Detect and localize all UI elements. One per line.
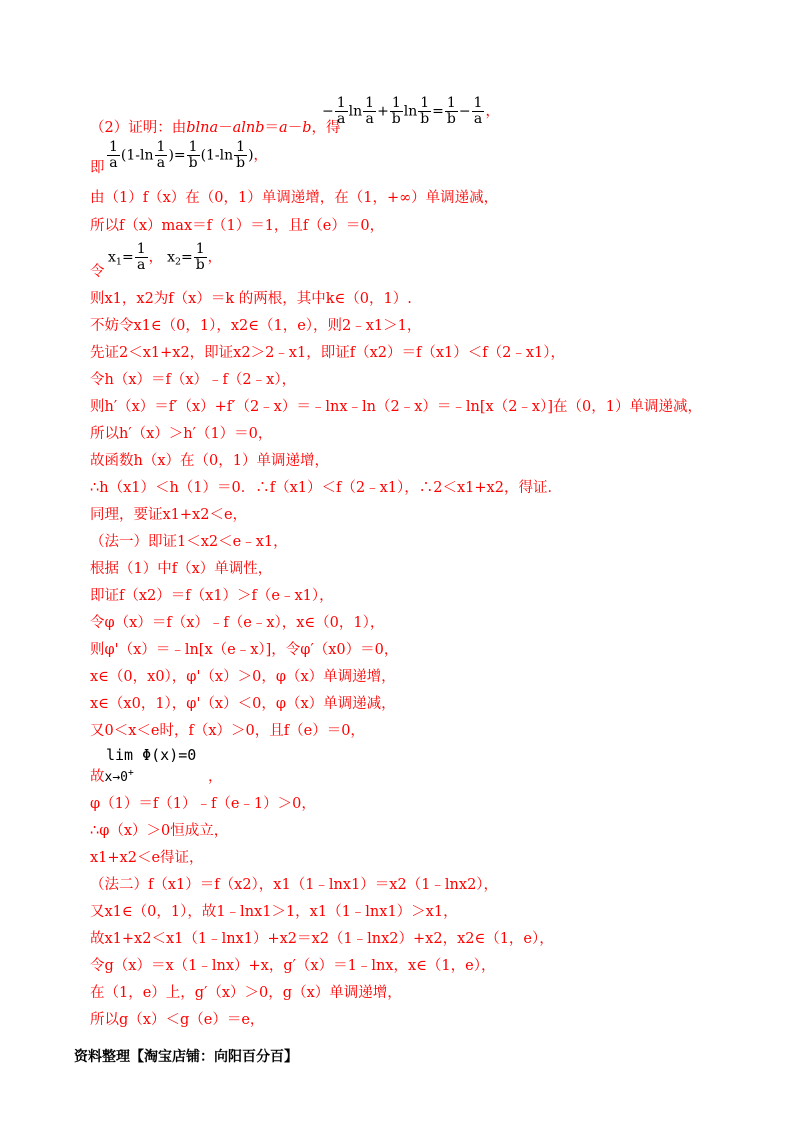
math-subscript: 1: [115, 256, 122, 268]
text-line-14: [90, 505, 247, 525]
text-line-11: [90, 424, 272, 444]
text-line-7: [90, 316, 421, 336]
limit-subscript: [104, 767, 134, 785]
text-line-32: [90, 1010, 264, 1030]
text-line-17: [90, 586, 334, 606]
text-segment: 又0＜x＜e时，f（x）＞0，且f（e）＝0，: [90, 723, 365, 739]
text-segment: －: [218, 120, 233, 136]
text-segment: 先证2＜x1+x2，即证x2＞2﹣x1，即证f（x2）＝f（x1）＜f（2﹣x1），: [90, 345, 565, 361]
math-symbol: −: [458, 103, 471, 120]
formula-1: − $\frac{1}{a}$ ln $\frac{1}{a}$ + $\frac{1}{b}$ ln $\frac{1}{b}$ = $\frac{1}{b}$ − $\frac{1}{a}$ ，: [322, 95, 500, 127]
text-segment: ∴h（x1）＜h（1）＝0．∴f（x1）＜f（2﹣x1），∴2＜x1+x2，得证．: [90, 480, 562, 496]
text-segment: alnb: [232, 120, 265, 136]
text-line-27: [90, 875, 498, 895]
math-symbol: ln: [348, 103, 363, 120]
text-segment: 所以f（x）max＝f（1）＝1，且f（e）＝0，: [90, 218, 385, 234]
text-segment: 故x1+x2＜x1（1﹣lnx1）+x2＝x2（1﹣lnx2）+x2，x2∈（1，e），: [90, 931, 554, 947]
text-segment: 由（1）f（x）在（0，1）单调递增，在（1，+∞）单调递减，: [90, 190, 499, 206]
math-symbol: )=: [168, 147, 186, 164]
math-symbol: =: [121, 249, 134, 266]
text-segment: x∈（0，x0），φ'（x）＞0，φ（x）单调递增，: [90, 669, 396, 685]
text-segment: x1+x2＜e得证，: [90, 850, 204, 866]
text-segment: 令φ（x）＝f（x）﹣f（e﹣x），x∈（0，1），: [90, 615, 385, 631]
math-subscript: 2: [174, 256, 182, 268]
text-line-31: [90, 983, 402, 1003]
text-segment: blna: [186, 120, 219, 136]
text-line-28: [90, 902, 458, 922]
text-segment: x∈（x0，1），φ'（x）＜0，φ（x）单调递减，: [90, 696, 396, 712]
math-symbol: x: [108, 249, 116, 266]
fraction: $\frac{1}{a}$: [109, 139, 118, 171]
math-symbol: =: [432, 103, 444, 120]
text-line-29: [90, 929, 554, 949]
fraction: $\frac{1}{a}$: [473, 95, 483, 127]
text-segment: （法一）即证1＜x2＜e﹣x1，: [90, 534, 288, 550]
math-symbol: (1-ln: [200, 147, 234, 164]
text-line-1: [90, 118, 341, 138]
text-segment: 即: [90, 160, 105, 176]
math-superscript: +: [127, 767, 134, 779]
text-line-6: [90, 289, 412, 309]
text-segment: ＝: [264, 120, 280, 136]
fraction: [335, 96, 348, 127]
text-line-24: [90, 794, 316, 814]
text-line-26: [90, 848, 204, 868]
text-line-16: [90, 559, 272, 579]
math-symbol: +: [377, 103, 389, 120]
numerator: 1: [336, 95, 346, 111]
page-footer: 资料整理【淘宝店铺：向阳百分百】: [74, 1049, 298, 1065]
math-symbol: ，: [207, 249, 222, 266]
math-symbol: x→0: [104, 770, 128, 785]
text-line-15: [90, 532, 288, 552]
text-segment: ，: [208, 769, 223, 785]
fraction: $\frac{1}{a}$: [156, 139, 166, 171]
denominator: a: [365, 111, 374, 127]
text-line-23: [90, 767, 134, 788]
fraction: $\frac{1}{b}$: [188, 139, 198, 171]
text-segment: 令h（x）＝f（x）﹣f（2﹣x），: [90, 372, 297, 388]
fraction: $\frac{1}{b}$: [391, 95, 401, 127]
text-segment: 故: [90, 769, 105, 785]
text-segment: 令g（x）＝x（1﹣lnx）+x，g′（x）＝1﹣lnx，x∈（1，e），: [90, 958, 496, 974]
text-line-19: [90, 640, 398, 660]
text-line-9: [90, 370, 296, 390]
text-segment: （法二）f（x1）＝f（x2），x1（1﹣lnx1）＝x2（1﹣lnx2），: [90, 877, 499, 893]
text-segment: 所以h′（x）＞h′（1）＝0，: [90, 426, 273, 442]
text-line-8: [90, 343, 565, 363]
math-symbol: x: [167, 249, 175, 266]
text-segment: a: [279, 120, 288, 136]
math-symbol: ，: [148, 249, 163, 266]
text-line-18: [90, 613, 384, 633]
math-symbol: −: [322, 103, 334, 120]
text-segment: 则h′（x）＝f′（x）+f′（2﹣x）＝﹣lnx﹣ln（2﹣x）＝﹣ln[x（2﹣x）]在（0，1）单调递减，: [90, 399, 702, 415]
fraction: $\frac{1}{b}$: [446, 95, 456, 127]
fraction: $\frac{1}{b}$: [420, 95, 430, 127]
text-segment: （2）证明：由: [90, 120, 187, 136]
text-segment: 不妨令x1∈（0，1），x2∈（1，e），则2﹣x1＞1，: [90, 318, 422, 334]
text-line-2: [90, 158, 105, 178]
text-line-20: [90, 667, 396, 687]
text-line-4: [90, 216, 384, 236]
text-line-12: [90, 451, 329, 471]
text-line-13: [90, 478, 562, 498]
fraction: $\frac{1}{b}$: [195, 241, 205, 273]
math-symbol: (1-ln: [120, 147, 154, 164]
text-segment: ，得: [311, 120, 341, 136]
text-line-30: [90, 956, 495, 976]
text-segment: 又x1∈（0，1），故1﹣lnx1＞1，x1（1﹣lnx1）＞x1，: [90, 904, 458, 920]
text-line-3: [90, 188, 498, 208]
text-segment: φ（1）＝f（1）﹣f（e﹣1）＞0，: [90, 796, 316, 812]
text-line-5: [90, 262, 105, 282]
text-segment: 故函数h（x）在（0，1）单调递增，: [90, 453, 329, 469]
fraction: [363, 96, 376, 127]
text-line-21: [90, 694, 396, 714]
formula-3: [108, 242, 222, 273]
text-segment: 则x1，x2为f（x）＝k 的两根，其中k∈（0，1）.: [90, 291, 412, 307]
text-line-22: [90, 721, 365, 741]
text-segment: b: [302, 120, 312, 136]
text-segment: 令: [90, 264, 105, 280]
denominator: a: [337, 111, 346, 127]
math-symbol: =: [181, 249, 193, 266]
fraction: $\frac{1}{a}$: [136, 241, 146, 273]
text-line-23-comma: [208, 767, 223, 787]
text-segment: 所以g（x）＜g（e）＝e，: [90, 1012, 265, 1028]
numerator: 1: [365, 95, 375, 111]
text-segment: －: [287, 120, 303, 136]
text-segment: 同理，要证x1+x2＜e，: [90, 507, 248, 523]
math-symbol: ln: [403, 103, 418, 120]
text-segment: ∴φ（x）＞0恒成立，: [90, 823, 229, 839]
math-symbol: ): [248, 147, 254, 164]
text-segment: 即证f（x2）＝f（x1）＞f（e﹣x1），: [90, 588, 334, 604]
fraction: $\frac{1}{b}$: [236, 139, 246, 171]
limit-expression: lim Φ(x)=0: [106, 746, 197, 764]
text-segment: 在（1，e）上，g′（x）＞0，g（x）单调递增，: [90, 985, 402, 1001]
text-segment: 则φ'（x）＝﹣ln[x（e﹣x）]，令φ′（x0）＝0，: [90, 642, 399, 658]
text-segment: 根据（1）中f（x）单调性，: [90, 561, 273, 577]
text-line-25: [90, 821, 228, 841]
text-line-10: [90, 397, 702, 417]
formula-2: $\frac{1}{a}$ (1-ln $\frac{1}{a}$ )= $\frac{1}{b}$ (1-ln $\frac{1}{b}$ )，: [109, 139, 268, 171]
